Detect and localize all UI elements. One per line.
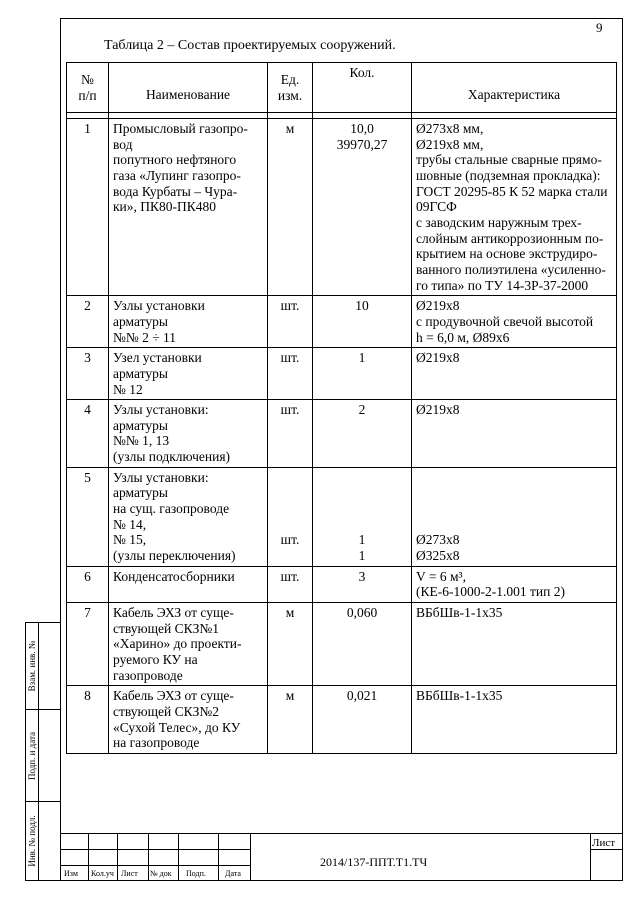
- document-code: 2014/137-ППТ.Т1.ТЧ: [320, 855, 428, 869]
- table-caption: Таблица 2 – Состав проектируемых сооружений.: [104, 38, 396, 53]
- tb-list: Лист: [121, 869, 138, 878]
- side-stamp-podp: [25, 710, 60, 802]
- table-row: 5 Узлы установки: арматуры на сущ. газопроводе № 14, № 15, (узлы переключения) шт. 1 1 Ø273х8 Ø325х8: [67, 467, 617, 566]
- tb-data: Дата: [225, 869, 241, 878]
- table-row: 1 Промысловый газопро- вод попутного нефтяного газа «Лупинг газопро- вода Курбаты – Чура- ки», ПК80-ПК480 м 10,0 39970,27 Ø273х8 мм, Ø219х8 мм, трубы стальные сварные прямо- шовные (подземная прокладка): ГОСТ 20295-85 К 52 марка стали 09ГСФ с заводским наружным трех- слойным антикоррозионным по- крытием на основе экструдиро- ванного полиэтилена «усиленно- го типа» по ТУ 14-3Р-37-2000: [67, 119, 617, 296]
- side-stamp-inv: [25, 802, 60, 881]
- tb-podp: Подп.: [186, 869, 206, 878]
- side-stamp-vzam: [25, 622, 60, 710]
- header-unit: Ед. изм.: [268, 63, 313, 113]
- tb-sheet-label: Лист: [592, 837, 616, 849]
- table-row: 6 Конденсатосборники шт. 3 V = 6 м³, (КЕ-6-1000-2-1.001 тип 2): [67, 566, 617, 602]
- table-row: 4 Узлы установки: арматуры №№ 1, 13 (узлы подключения) шт. 2 Ø219х8: [67, 400, 617, 468]
- table-header-row: [67, 63, 617, 113]
- page-number: 9: [596, 20, 603, 35]
- header-characteristics: Характеристика: [412, 63, 617, 113]
- table-row: 3 Узел установки арматуры № 12 шт. 1 Ø219х8: [67, 348, 617, 400]
- table-row: 2 Узлы установки арматуры №№ 2 ÷ 11 шт. 10 Ø219х8 с продувочной свечой высотой h = 6,0 м, Ø89х6: [67, 296, 617, 348]
- table-row: 7 Кабель ЭХЗ от суще- ствующей СКЗ№1 «Харино» до проекти- руемого КУ на газопроводе м 0,060 ВБбШв-1-1х35: [67, 603, 617, 686]
- tb-kol: Кол.уч: [91, 869, 114, 878]
- table-row: 8 Кабель ЭХЗ от суще- ствующей СКЗ№2 «Сухой Телес», до КУ на газопроводе м 0,021 ВБбШв-1-1х35: [67, 686, 617, 754]
- tb-izm: Изм: [64, 869, 78, 878]
- side-label-vzam: Взам. инв. №: [27, 640, 37, 692]
- header-num: № п/п: [67, 63, 109, 113]
- header-qty: Кол.: [313, 63, 412, 113]
- tb-ndok: № док: [150, 869, 172, 878]
- structures-table: [66, 62, 617, 754]
- header-name: Наименование: [109, 63, 268, 113]
- side-label-inv: Инв. № подл.: [27, 815, 37, 867]
- side-label-podp: Подп. и дата: [27, 731, 37, 780]
